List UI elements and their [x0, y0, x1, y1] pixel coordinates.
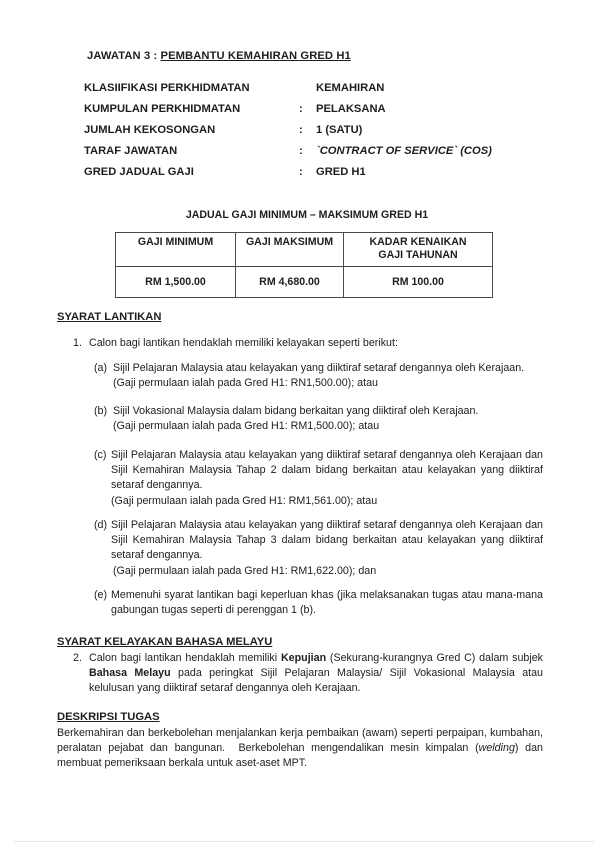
table-header-row — [116, 233, 493, 267]
info-colon: : — [299, 166, 303, 178]
value-gaji-maksimum: RM 4,680.00 — [236, 267, 344, 298]
info-row-klasifikasi — [84, 82, 544, 98]
item-a — [113, 361, 553, 391]
item-b-salary: (Gaji permulaan ialah pada Gred H1: RM1,500.00); atau — [113, 420, 380, 433]
syarat-bahasa-bold-kepujian: Kepujian — [280, 652, 327, 664]
salary-table-title: JADUAL GAJI MINIMUM – MAKSIMUM GRED H1 — [185, 209, 429, 221]
header-kadar-line2: GAJI TAHUNAN — [378, 249, 458, 261]
header-kadar-line1: KADAR KENAIKAN — [369, 236, 467, 248]
deskripsi-text-2: ) dan membuat pemeriksaan berkala untuk aset-aset MPT. — [57, 742, 543, 770]
value-gaji-minimum: RM 1,500.00 — [116, 267, 236, 298]
info-label: KUMPULAN PERKHIDMATAN — [84, 103, 241, 115]
syarat-bahasa-text — [89, 651, 543, 697]
item-e-body: Memenuhi syarat lantikan bagi keperluan khas (jika melaksanakan tugas atau mana-mana gabungan tugas seperti di perenggan 1 (b). — [111, 589, 543, 617]
syarat-lantikan-heading: SYARAT LANTIKAN — [57, 311, 162, 323]
info-colon: : — [299, 103, 303, 115]
info-value: KEMAHIRAN — [316, 82, 385, 94]
item-d-salary: (Gaji permulaan ialah pada Gred H1: RM1,622.00); dan — [113, 564, 377, 577]
syarat-bahasa-text-3: pada peringkat Sijil Pelajaran Malaysia/ Sijil Vokasional Malaysia atau kelulusan yang diiktiraf setaraf dengannya oleh Kerajaan. — [89, 667, 543, 695]
item-marker-d: (d) — [94, 519, 108, 531]
item-number-2: 2. — [73, 652, 82, 664]
header-gaji-maksimum: GAJI MAKSIMUM — [236, 233, 344, 267]
item-b-line1: Sijil Vokasional Malaysia dalam bidang berkaitan yang diiktiraf oleh Kerajaan. — [113, 405, 479, 417]
info-value: 1 (SATU) — [316, 124, 363, 136]
table-row — [116, 267, 493, 298]
item-marker-a: (a) — [94, 362, 108, 374]
value-kadar-kenaikan: RM 100.00 — [344, 267, 493, 298]
item-a-salary: (Gaji permulaan ialah pada Gred H1: RN1,500.00); atau — [113, 377, 378, 390]
item-number-1: 1. — [73, 337, 82, 349]
info-row-jumlah — [84, 124, 544, 140]
info-colon: : — [299, 124, 303, 136]
item-c-salary: (Gaji permulaan ialah pada Gred H1: RM1,561.00); atau — [111, 494, 378, 507]
deskripsi-tugas-heading: DESKRIPSI TUGAS — [57, 711, 160, 723]
deskripsi-tugas-text — [57, 726, 543, 772]
item-marker-e: (e) — [94, 589, 108, 601]
info-label: TARAF JAWATAN — [84, 145, 178, 157]
item-marker-b: (b) — [94, 405, 108, 417]
position-name: PEMBANTU KEMAHIRAN GRED H1 — [160, 50, 351, 62]
item-marker-c: (c) — [94, 449, 107, 461]
item-b — [113, 404, 553, 434]
info-label: JUMLAH KEKOSONGAN — [84, 124, 216, 136]
info-label: KLASIIFIKASI PERKHIDMATAN — [84, 82, 250, 94]
header-gaji-minimum: GAJI MINIMUM — [116, 233, 236, 267]
item-c-body: Sijil Pelajaran Malaysia atau kelayakan yang diiktiraf setaraf dengannya oleh Kerajaan dan Sijil Kemahiran Malaysia Tahap 2 dalam bidang berkaitan atau kelayakan yang diiktiraf setaraf dengannya. — [111, 449, 543, 492]
info-row-taraf — [84, 145, 544, 161]
info-colon: : — [299, 145, 303, 157]
item-a-line1: Sijil Pelajaran Malaysia atau kelayakan yang diiktiraf setaraf dengannya oleh Kerajaan. — [113, 362, 525, 374]
page-title — [87, 50, 351, 62]
deskripsi-text-1: Berkemahiran dan berkebolehan menjalankan kerja pembaikan (awam) seperti perpaipan, kumbahan, peralatan pejabat dan bangunan. Berkebolehan mengendalikan mesin kimpalan ( — [57, 727, 543, 755]
syarat-bahasa-text-1: Calon bagi lantikan hendaklah memiliki — [89, 652, 281, 664]
syarat-lantikan-intro: Calon bagi lantikan hendaklah memiliki kelayakan seperti berikut: — [89, 337, 398, 349]
info-value: PELAKSANA — [316, 103, 386, 115]
info-value: GRED H1 — [316, 166, 366, 178]
syarat-bahasa-heading: SYARAT KELAYAKAN BAHASA MELAYU — [57, 636, 273, 648]
info-value: `CONTRACT OF SERVICE` (COS) — [316, 145, 492, 157]
title-prefix: JAWATAN 3 : — [87, 50, 161, 62]
item-e — [111, 588, 543, 618]
syarat-bahasa-text-2: (Sekurang-kurangnya Gred C) dalam subjek — [326, 652, 544, 664]
info-row-gred — [84, 166, 544, 182]
page-edge-divider — [14, 841, 594, 842]
item-d — [111, 518, 543, 579]
syarat-bahasa-bold-subject: Bahasa Melayu — [89, 667, 171, 680]
item-c — [111, 448, 543, 509]
info-label: GRED JADUAL GAJI — [84, 166, 194, 178]
header-kadar-kenaikan — [344, 233, 493, 267]
salary-table — [115, 232, 493, 298]
item-d-body: Sijil Pelajaran Malaysia atau kelayakan yang diiktiraf setaraf dengannya oleh Kerajaan dan Sijil Kemahiran Malaysia Tahap 3 dalam bidang berkaitan atau kelayakan yang diiktiraf setaraf dengannya. — [111, 519, 543, 562]
deskripsi-italic-welding: welding — [478, 742, 515, 755]
info-row-kumpulan — [84, 103, 544, 119]
